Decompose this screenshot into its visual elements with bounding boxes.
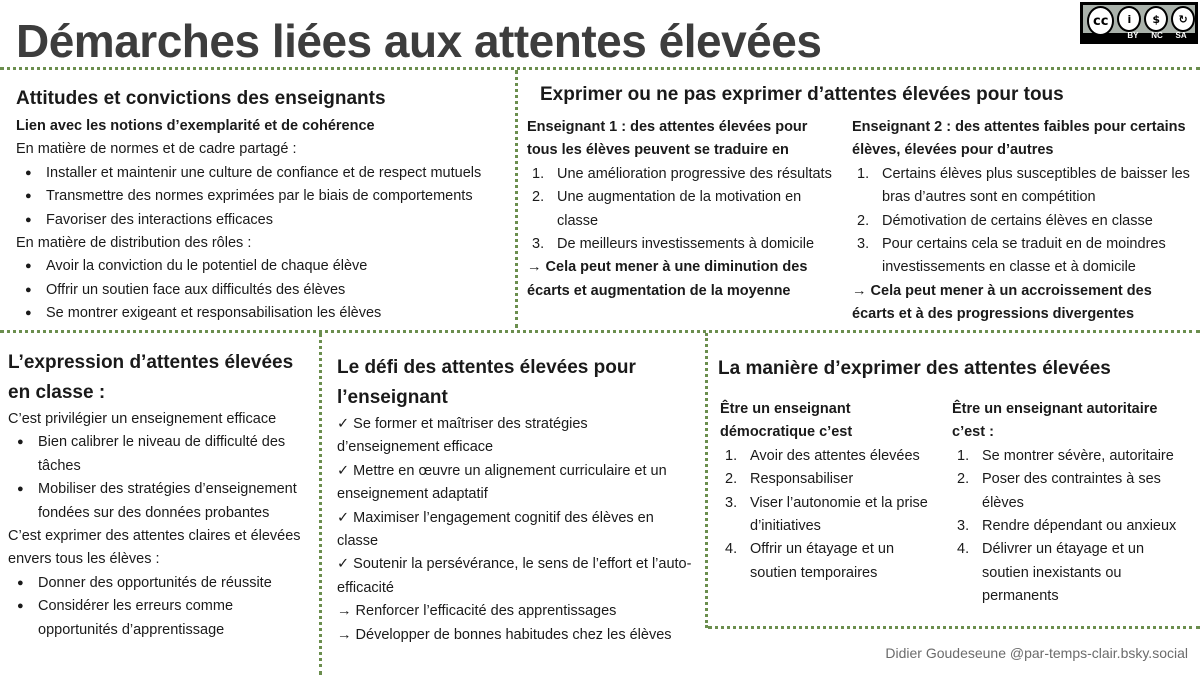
panel-defi-heading: Le défi des attentes élevées pour l’enseignant bbox=[337, 357, 636, 408]
list-item: ● Considérer les erreurs comme opportunités d’apprentissage bbox=[8, 595, 313, 642]
democratique-heading: Être un enseignant démocratique c’est bbox=[720, 401, 853, 441]
list-item: ● Offrir un soutien face aux difficultés des élèves bbox=[16, 279, 506, 302]
panel-expression-classe bbox=[8, 348, 313, 642]
divider-top-vertical bbox=[515, 70, 518, 328]
nc-noncommercial-icon: $ bbox=[1144, 6, 1168, 32]
panel-defi bbox=[337, 353, 692, 647]
divider-middle bbox=[0, 330, 1200, 333]
panel-maniere-heading: La manière d’exprimer des attentes élevées bbox=[718, 358, 1111, 379]
panel-attitudes bbox=[16, 84, 506, 326]
defi-line: ✓ Maximiser l’engagement cognitif des élèves en classe bbox=[337, 509, 654, 550]
panel-expression-heading: L’expression d’attentes élevées en classe : bbox=[8, 352, 294, 403]
panel-attitudes-subheading: Lien avec les notions d’exemplarité et de cohérence bbox=[16, 118, 375, 134]
defi-line: ✓ Mettre en œuvre un alignement curriculaire et un enseignement adaptatif bbox=[337, 462, 667, 503]
cc-icon: cc bbox=[1087, 6, 1114, 36]
license-label-sa: SA bbox=[1175, 31, 1187, 40]
sa-sharealike-icon: ↻ bbox=[1171, 6, 1195, 32]
list-item: 2. Démotivation de certains élèves en classe bbox=[857, 212, 1153, 229]
panel-maniere bbox=[718, 354, 1188, 384]
list-item: 3. Pour certains cela se traduit en de moindres investissements en classe et à domicile bbox=[857, 236, 1166, 276]
panel-exprimer bbox=[540, 80, 1190, 110]
defi-line: ✓ Se former et maîtriser des stratégies d’enseignement efficace bbox=[337, 416, 588, 456]
cc-license-badge bbox=[1080, 2, 1198, 44]
list-item: 1. Certains élèves plus susceptibles de baisser les bras d’autres sont en compétition bbox=[857, 165, 1190, 206]
divider-bottom-right bbox=[705, 333, 708, 628]
list-item: 2. Poser des contraintes à ses élèves bbox=[957, 471, 1161, 511]
panel-maniere-col1 bbox=[720, 398, 942, 585]
list-item: ● Installer et maintenir une culture de confiance et de respect mutuels bbox=[16, 162, 506, 185]
list-item: ● Mobiliser des stratégies d’enseignement fondées sur des données probantes bbox=[8, 478, 313, 525]
group2-intro: En matière de distribution des rôles : bbox=[16, 235, 252, 252]
list-item: ● Avoir la conviction du le potentiel de chaque élève bbox=[16, 255, 506, 278]
list-item: 4. Offrir un étayage et un soutien temporaires bbox=[725, 541, 895, 581]
intro-attentes-claires: C’est exprimer des attentes claires et élevées envers tous les élèves : bbox=[8, 528, 301, 568]
list-item: 1. Avoir des attentes élevées bbox=[725, 447, 920, 464]
enseignant2-conclusion: → Cela peut mener à un accroissement des écarts et à des progressions divergentes bbox=[852, 282, 1152, 323]
page-title: Démarches liées aux attentes élevées bbox=[16, 15, 822, 67]
list-item: ● Se montrer exigeant et responsabilisation les élèves bbox=[16, 302, 506, 325]
panel-attitudes-heading: Attitudes et convictions des enseignants bbox=[16, 88, 386, 109]
panel-exprimer-col1 bbox=[527, 116, 832, 303]
list-item: ● Bien calibrer le niveau de difficulté des tâches bbox=[8, 431, 313, 478]
defi-line: → Développer de bonnes habitudes chez les élèves bbox=[337, 626, 672, 643]
divider-top bbox=[0, 67, 1200, 70]
divider-bottom-left bbox=[319, 333, 322, 675]
panel-maniere-col2 bbox=[952, 398, 1192, 609]
enseignant2-heading: Enseignant 2 : des attentes faibles pour certains élèves, élevées pour d’autres bbox=[852, 119, 1186, 159]
list-item: 1. Une amélioration progressive des résultats bbox=[532, 165, 832, 182]
divider-footer bbox=[708, 626, 1200, 629]
panel-exprimer-heading: Exprimer ou ne pas exprimer d’attentes élevées pour tous bbox=[540, 84, 1064, 105]
defi-line: → Renforcer l’efficacité des apprentissages bbox=[337, 603, 617, 620]
list-item: 3. De meilleurs investissements à domicile bbox=[532, 236, 815, 253]
list-item: ● Transmettre des normes exprimées par le biais de comportements bbox=[16, 185, 506, 208]
list-item: 3. Rendre dépendant ou anxieux bbox=[957, 518, 1177, 535]
panel-exprimer-col2 bbox=[852, 116, 1192, 327]
license-label-nc: NC bbox=[1151, 31, 1163, 40]
author-credit: Didier Goudeseune @par-temps-clair.bsky.social bbox=[885, 645, 1188, 661]
list-item: ● Donner des opportunités de réussite bbox=[8, 572, 313, 595]
intro-enseignement-efficace: C’est privilégier un enseignement efficace bbox=[8, 411, 277, 427]
list-item: 2. Une augmentation de la motivation en classe bbox=[532, 189, 802, 229]
list-item: 1. Se montrer sévère, autoritaire bbox=[957, 447, 1174, 464]
list-item: 2. Responsabiliser bbox=[725, 471, 854, 488]
group1-intro: En matière de normes et de cadre partagé : bbox=[16, 141, 297, 158]
defi-line: ✓ Soutenir la persévérance, le sens de l’effort et l’auto-efficacité bbox=[337, 556, 692, 596]
list-item: ● Favoriser des interactions efficaces bbox=[16, 209, 506, 232]
enseignant1-conclusion: → Cela peut mener à une diminution des écarts et augmentation de la moyenne bbox=[527, 259, 808, 299]
list-item: 4. Délivrer un étayage et un soutien inexistants ou permanents bbox=[957, 541, 1145, 605]
list-item: 3. Viser l’autonomie et la prise d’initiatives bbox=[725, 494, 928, 535]
enseignant1-heading: Enseignant 1 : des attentes élevées pour tous les élèves peuvent se traduire en bbox=[527, 119, 808, 159]
autoritaire-heading: Être un enseignant autoritaire c’est : bbox=[952, 401, 1158, 441]
by-attribution-icon: i bbox=[1117, 6, 1141, 32]
license-label-by: BY bbox=[1127, 31, 1139, 40]
